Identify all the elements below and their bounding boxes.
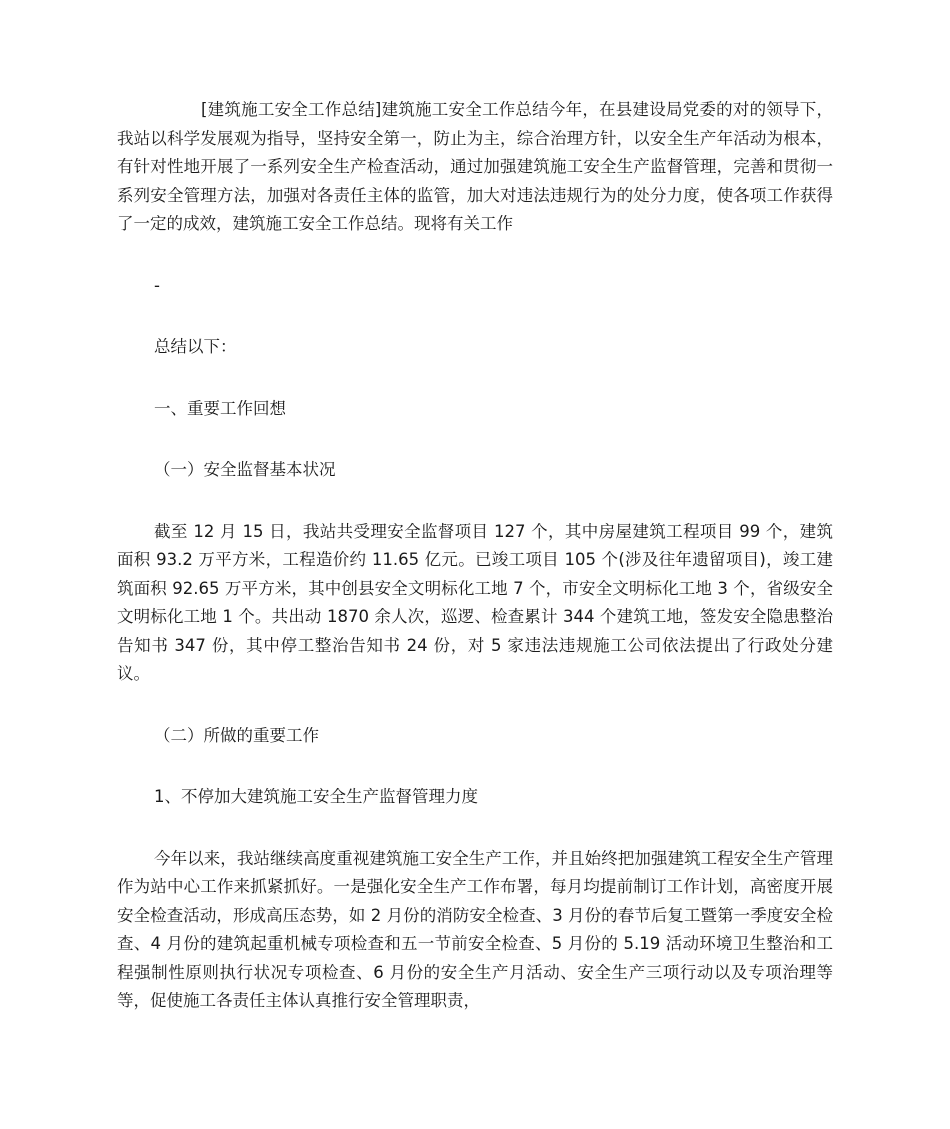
subsection-heading-1: （一）安全监督基本状况	[154, 460, 336, 479]
section-heading-1: 一、重要工作回想	[154, 398, 286, 418]
item-heading-1: 1、不停加大建筑施工安全生产监督管理力度	[154, 787, 478, 806]
statistics-paragraph: 截至 12 月 15 日，我站共受理安全监督项目 127 个，其中房屋建筑工程项目 99 个，建筑面积 93.2 万平方米，工程造价约 11.65 亿元。已竣工项目 105 个(涉及往年遗留项目)，竣工建筑面积 92.65 万平方米，其中创县安全文明标化工地 7 个，市安全文明标化工地 3 个，省级安全文明标化工地 1 个。共出动 1870 余人次，巡逻、检查累计 344 个建筑工地，签发安全隐患整治告知书 347 份，其中停工整治告知书 24 份，对 5 家违法违规施工公司依法提出了行政处分建议。	[117, 521, 833, 683]
document-body	[117, 96, 833, 1016]
intro-paragraph: [建筑施工安全工作总结]建筑施工安全工作总结今年，在县建设局党委的对的领导下，我站以科学发展观为指导，坚持安全第一，防止为主，综合治理方针，以安全生产年活动为根本，有针对性地开展了一系列安全生产检查活动，通过加强建筑施工安全生产监督管理，完善和贯彻一系列安全管理方法，加强对各责任主体的监管，加大对违法违规行为的处分力度，使各项工作获得了一定的成效，建筑施工安全工作总结。现将有关工作	[117, 100, 833, 233]
separator-dash: -	[154, 275, 160, 295]
work-paragraph: 今年以来，我站继续高度重视建筑施工安全生产工作，并且始终把加强建筑工程安全生产管理作为站中心工作来抓紧抓好。一是强化安全生产工作布署，每月均提前制订工作计划，高密度开展安全检查活动，形成高压态势，如 2 月份的消防安全检查、3 月份的春节后复工暨第一季度安全检查、4 月份的建筑起重机械专项检查和五一节前安全检查、5 月份的 5.19 活动环境卫生整治和工程强制性原则执行状况专项检查、6 月份的安全生产月活动、安全生产三项行动以及专项治理等等，促使施工各责任主体认真推行安全管理职责，	[117, 848, 833, 1010]
subsection-heading-2: （二）所做的重要工作	[154, 725, 319, 745]
summary-lead: 总结以下：	[154, 337, 237, 356]
